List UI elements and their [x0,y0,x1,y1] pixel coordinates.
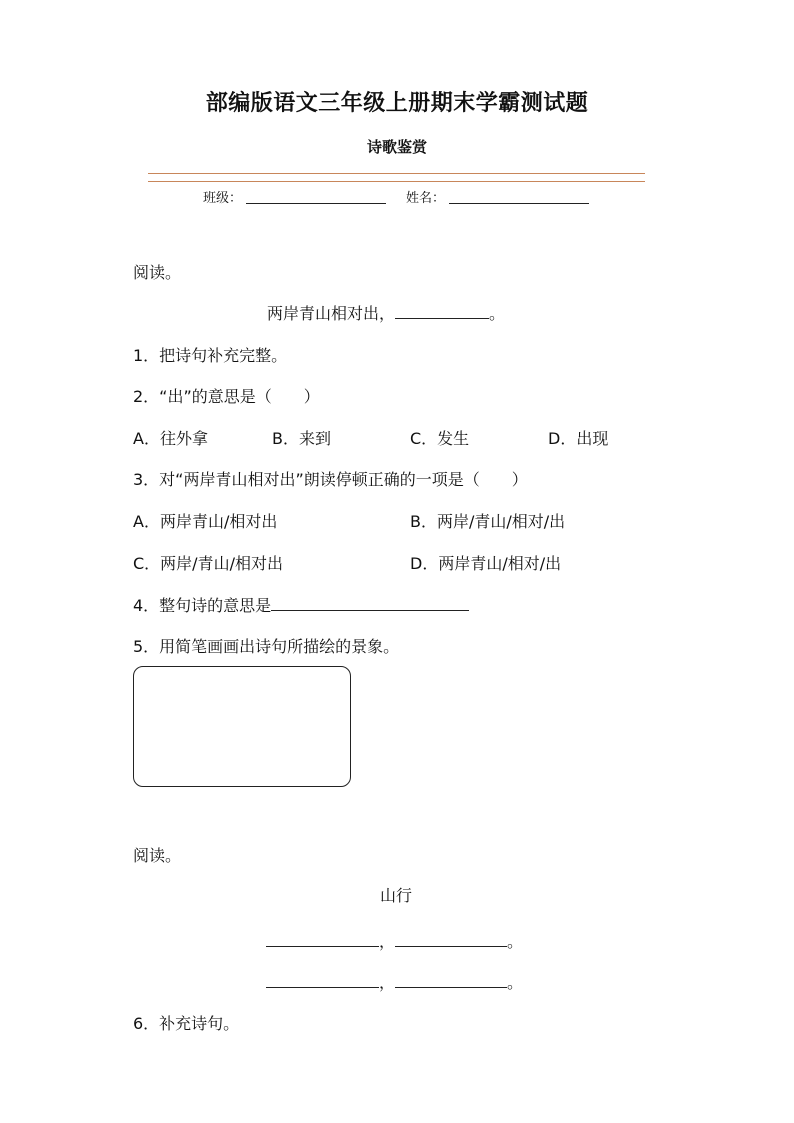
poem-period-1: 。 [507,932,524,951]
poem-blank-1b[interactable] [395,930,507,947]
name-field[interactable] [449,203,589,204]
question-1: 1．把诗句补充完整。 [133,346,288,365]
q2-option-d[interactable]: D．出现 [548,429,609,448]
class-label: 班级： [203,191,243,206]
poem-blank-1a[interactable] [266,930,379,947]
q3-option-d[interactable]: D．两岸青山/相对/出 [410,554,562,573]
q3-option-c[interactable]: C．两岸/青山/相对出 [133,554,283,573]
page-title: 部编版语文三年级上册期末学霸测试题 [205,90,589,116]
poem-comma-2: ， [379,973,396,992]
question-4 [133,593,469,616]
question-5: 5．用简笔画画出诗句所描绘的景象。 [133,637,400,656]
section1-instruction: 阅读。 [133,263,182,282]
poem-blank-2a[interactable] [266,971,379,988]
poem-comma-1: ， [379,932,396,951]
poem-blank[interactable] [395,302,489,319]
question-6: 6．补充诗句。 [133,1014,240,1033]
question-2: 2．“出”的意思是（ ） [133,387,320,406]
q4-answer-blank[interactable] [271,594,469,611]
poem-line [267,301,505,324]
question-3: 3．对“两岸青山相对出”朗读停顿正确的一项是（ ） [133,470,528,489]
drawing-box[interactable] [133,666,351,787]
poem-period-2: 。 [507,973,524,992]
poem-title: 山行 [380,886,413,905]
name-label: 姓名： [406,191,446,206]
poem-line-end: 。 [489,304,506,323]
class-field[interactable] [246,203,386,204]
q3-option-b[interactable]: B．两岸/青山/相对/出 [410,512,566,531]
poem-blank-2b[interactable] [395,971,507,988]
poem-fill-line-2 [266,970,523,993]
header-divider-top [148,173,645,174]
page-subtitle: 诗歌鉴赏 [366,138,427,156]
q2-option-c[interactable]: C．发生 [410,429,470,448]
header-divider-bottom [148,181,645,182]
poem-line-text: 两岸青山相对出， [267,304,396,323]
q2-option-b[interactable]: B．来到 [272,429,331,448]
q3-option-a[interactable]: A．两岸青山/相对出 [133,512,278,531]
question-4-text: 4．整句诗的意思是 [133,596,272,615]
q2-option-a[interactable]: A．往外拿 [133,429,208,448]
poem-fill-line-1 [266,929,523,952]
section2-instruction: 阅读。 [133,846,182,865]
